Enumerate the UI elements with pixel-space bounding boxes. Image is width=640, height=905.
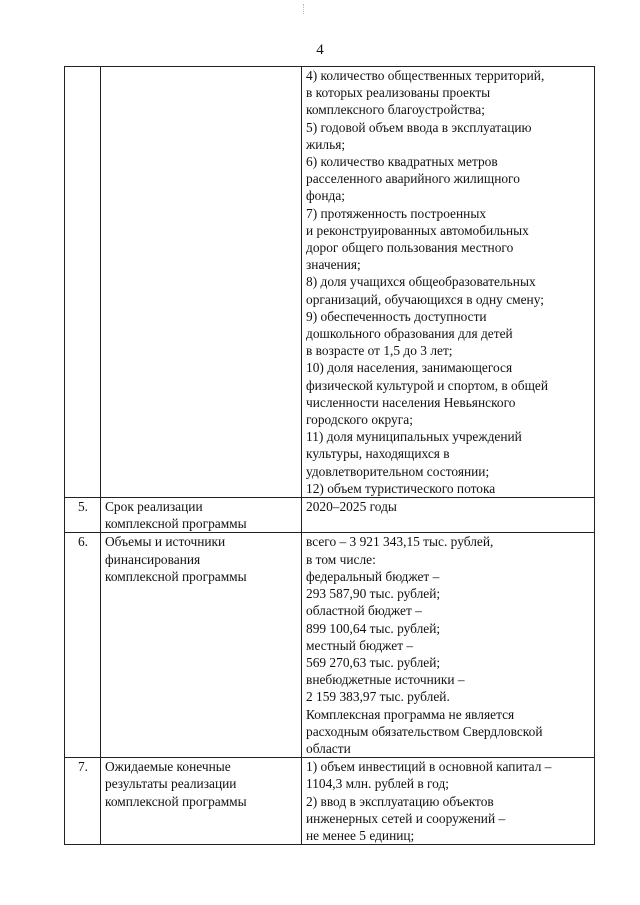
value-line: 8) доля учащихся общеобразовательных xyxy=(306,274,536,290)
value-line: внебюджетные источники – xyxy=(306,672,465,688)
value-line: культуры, находящихся в xyxy=(306,446,450,462)
label-line: Срок реализации xyxy=(105,499,203,515)
passport-table xyxy=(64,66,595,845)
value-line: значения; xyxy=(306,257,361,273)
row-label xyxy=(101,533,302,758)
value-line: 6) количество квадратных метров xyxy=(306,154,498,170)
value-line: федеральный бюджет – xyxy=(306,568,440,584)
value-line: в которых реализованы проекты xyxy=(306,85,491,101)
value-line: 1104,3 млн. рублей в год; xyxy=(306,776,450,792)
row-value xyxy=(302,758,595,845)
value-line: 2020–2025 годы xyxy=(306,499,397,515)
table-row xyxy=(65,67,595,498)
table-row xyxy=(65,758,595,845)
row-number: 6. xyxy=(65,533,101,758)
row-value xyxy=(302,498,595,533)
value-line: области xyxy=(306,740,351,756)
value-line: областной бюджет – xyxy=(306,603,422,619)
value-line: 10) доля населения, занимающегося xyxy=(306,360,513,376)
value-line: 7) протяженность построенных xyxy=(306,205,487,221)
value-line: 1) объем инвестиций в основной капитал – xyxy=(306,759,552,775)
value-line: 5) годовой объем ввода в эксплуатацию xyxy=(306,119,532,135)
value-line: физической культурой и спортом, в общей xyxy=(306,377,548,393)
value-line: 11) доля муниципальных учреждений xyxy=(306,429,522,445)
row-label xyxy=(101,67,302,498)
label-line: Ожидаемые конечные xyxy=(105,759,231,775)
table-body xyxy=(65,67,595,845)
value-line: не менее 5 единиц; xyxy=(306,827,415,843)
value-line: 293 587,90 тыс. рублей; xyxy=(306,586,441,602)
row-label xyxy=(101,498,302,533)
value-line: жилья; xyxy=(306,136,346,152)
value-line: 899 100,64 тыс. рублей; xyxy=(306,620,441,636)
value-line: расселенного аварийного жилищного xyxy=(306,171,520,187)
value-line: инженерных сетей и сооружений – xyxy=(306,810,506,826)
table-row xyxy=(65,498,595,533)
value-line: удовлетворительном состоянии; xyxy=(306,463,490,479)
row-number: 5. xyxy=(65,498,101,533)
value-line: комплексного благоустройства; xyxy=(306,102,485,118)
row-value xyxy=(302,67,595,498)
value-line: 2) ввод в эксплуатацию объектов xyxy=(306,793,494,809)
scan-mark xyxy=(303,4,305,14)
value-line: фонда; xyxy=(306,188,346,204)
value-line: и реконструированных автомобильных xyxy=(306,222,529,238)
value-line: численности населения Невьянского xyxy=(306,394,516,410)
row-label xyxy=(101,758,302,845)
label-line: комплексной программы xyxy=(105,793,247,809)
value-line: 569 270,63 тыс. рублей; xyxy=(306,654,441,670)
label-line: финансирования xyxy=(105,551,201,567)
label-line: результаты реализации xyxy=(105,776,237,792)
page-number: 4 xyxy=(316,42,324,58)
value-line: 4) количество общественных территорий, xyxy=(306,68,545,83)
value-line: 2 159 383,97 тыс. рублей. xyxy=(306,689,450,705)
value-line: местный бюджет – xyxy=(306,637,414,653)
value-line: 12) объем туристического потока xyxy=(306,480,496,496)
value-line: 9) обеспеченность доступности xyxy=(306,308,487,324)
table-row xyxy=(65,533,595,758)
value-line: городского округа; xyxy=(306,412,413,428)
value-line: в том числе: xyxy=(306,551,376,567)
value-line: дошкольного образования для детей xyxy=(306,326,513,342)
label-line: комплексной программы xyxy=(105,568,247,584)
value-line: Комплексная программа не является xyxy=(306,706,515,722)
label-line: Объемы и источники xyxy=(105,534,226,550)
value-line: расходным обязательством Свердловской xyxy=(306,723,543,739)
row-number: 7. xyxy=(65,758,101,845)
row-number xyxy=(65,67,101,498)
value-line: всего – 3 921 343,15 тыс. рублей, xyxy=(306,534,494,550)
value-line: в возрасте от 1,5 до 3 лет; xyxy=(306,343,453,359)
row-value xyxy=(302,533,595,758)
value-line: организаций, обучающихся в одну смену; xyxy=(306,291,544,307)
value-line: дорог общего пользования местного xyxy=(306,240,514,256)
label-line: комплексной программы xyxy=(105,516,247,532)
